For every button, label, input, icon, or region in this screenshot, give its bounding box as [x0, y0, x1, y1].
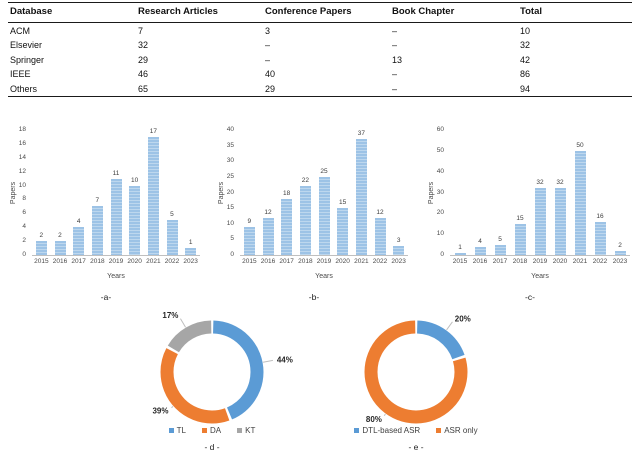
table-cell-others-3: – — [392, 83, 398, 94]
y-axis-tick-25: 25 — [226, 172, 234, 180]
y-axis-tick-30: 30 — [226, 157, 234, 165]
y-axis-tick-40: 40 — [226, 126, 234, 133]
chart-caption-b: -b- — [308, 292, 320, 302]
table-header-research-articles: Research Articles — [138, 6, 218, 17]
bar-2018 — [92, 206, 103, 255]
y-axis-tick-12: 12 — [18, 167, 26, 175]
y-axis-tick-2: 2 — [22, 237, 26, 245]
bar-2017 — [281, 199, 292, 255]
bar-chart-b — [214, 112, 414, 304]
bar-value-2016: 2 — [58, 232, 62, 240]
chart-caption-d: - d - — [204, 442, 220, 452]
y-axis-tick-0: 0 — [22, 251, 26, 258]
y-axis-tick-60: 60 — [436, 126, 444, 133]
table-cell-ieee-4: 86 — [520, 69, 531, 80]
bar-chart-a — [6, 112, 206, 304]
x-axis-title: Years — [531, 273, 549, 280]
label-leader-dtl-based-asr — [447, 322, 453, 330]
bar-value-2021: 17 — [149, 127, 157, 135]
table-cell-ieee-2: 40 — [265, 69, 276, 80]
x-axis-tick-2022: 2022 — [592, 258, 608, 265]
y-axis-tick-16: 16 — [18, 139, 26, 147]
legend-marker-tl — [169, 428, 174, 433]
bar-value-2023: 3 — [396, 236, 401, 244]
bar-2016 — [55, 241, 66, 255]
x-axis-tick-2015: 2015 — [242, 258, 257, 265]
chart-caption-a: -a- — [100, 292, 112, 302]
table-cell-elsevier-2: – — [265, 40, 271, 51]
y-axis-tick-6: 6 — [22, 209, 26, 217]
table-cell-acm-2: 3 — [265, 26, 271, 36]
x-axis-tick-2020: 2020 — [127, 258, 142, 265]
bar-value-2021: 50 — [576, 141, 584, 149]
legend-label-asr-only: ASR only — [444, 426, 478, 435]
legend-item-dtl-based-asr — [354, 426, 420, 435]
bar-2022 — [375, 218, 386, 256]
bar-value-2020: 32 — [556, 179, 564, 187]
table-cell-acm-4: 10 — [520, 26, 531, 36]
bar-2023 — [185, 248, 196, 255]
y-axis-tick-10: 10 — [226, 219, 234, 227]
legend-marker-kt — [237, 428, 242, 433]
x-axis-tick-2022: 2022 — [372, 258, 388, 265]
legend-marker-asr-only — [436, 428, 441, 433]
bar-2019 — [111, 179, 122, 255]
y-axis-tick-8: 8 — [22, 195, 26, 203]
table-cell-others-0: Others — [10, 83, 38, 94]
table-cell-elsevier-1: 32 — [138, 40, 149, 51]
y-axis-tick-20: 20 — [226, 188, 234, 196]
legend-item-kt — [237, 426, 255, 435]
bar-value-2021: 37 — [357, 130, 365, 138]
table-cell-ieee-0: IEEE — [10, 69, 31, 80]
x-axis-tick-2019: 2019 — [316, 258, 332, 265]
x-axis-line — [32, 255, 200, 256]
table-cell-elsevier-3: – — [392, 40, 398, 51]
legend-item-da — [202, 426, 221, 435]
bar-2017 — [73, 227, 84, 255]
y-axis-tick-10: 10 — [18, 181, 26, 189]
table-cell-acm-0: ACM — [10, 26, 30, 36]
x-axis-tick-2016: 2016 — [260, 258, 276, 265]
bar-2023 — [615, 251, 626, 255]
bar-value-2015: 9 — [247, 217, 252, 225]
x-axis-line — [450, 255, 630, 256]
bar-value-2016: 12 — [264, 208, 272, 216]
bar-value-2022: 5 — [170, 211, 174, 219]
bar-value-2023: 1 — [188, 239, 193, 247]
donut-legend-e — [316, 426, 516, 435]
legend-label-dtl-based-asr: DTL-based ASR — [362, 426, 421, 435]
x-axis-tick-2020: 2020 — [335, 258, 350, 265]
donut-svg-d — [112, 306, 312, 436]
table-cell-springer-1: 29 — [138, 54, 149, 65]
y-axis-tick-5: 5 — [230, 235, 234, 243]
x-axis-tick-2023: 2023 — [183, 258, 198, 265]
donut-svg-e — [316, 306, 516, 436]
y-axis-tick-4: 4 — [22, 223, 26, 231]
table-cell-acm-1: 7 — [138, 26, 144, 36]
x-axis-tick-2022: 2022 — [164, 258, 180, 265]
table-cell-others-1: 65 — [138, 83, 149, 94]
table-cell-elsevier-0: Elsevier — [10, 40, 43, 51]
donut-chart-d — [112, 306, 312, 455]
table-rule-top — [8, 2, 632, 3]
y-axis-tick-0: 0 — [230, 251, 234, 258]
bar-2017 — [495, 245, 506, 255]
x-axis-line — [240, 255, 408, 256]
table-cell-springer-2: – — [265, 54, 271, 65]
bar-value-2022: 12 — [376, 208, 384, 216]
label-leader-da — [171, 406, 173, 407]
legend-label-tl: TL — [176, 426, 186, 435]
x-axis-title: Years — [315, 273, 333, 280]
table-header-book-chapter: Book Chapter — [392, 6, 455, 17]
x-axis-tick-2023: 2023 — [612, 258, 628, 265]
bar-value-2018: 15 — [516, 214, 524, 222]
table-cell-ieee-1: 46 — [138, 69, 149, 80]
chart-caption-e: - e - — [408, 442, 424, 452]
legend-item-asr-only — [436, 426, 477, 435]
bar-2016 — [263, 218, 274, 256]
bar-value-2017: 5 — [498, 235, 502, 243]
bar-2022 — [167, 220, 178, 255]
y-axis-tick-15: 15 — [226, 204, 234, 212]
x-axis-tick-2017: 2017 — [71, 258, 86, 265]
bar-2015 — [244, 227, 255, 255]
bar-value-2020: 15 — [339, 199, 347, 207]
bar-2021 — [575, 151, 586, 255]
x-axis-tick-2023: 2023 — [391, 258, 406, 265]
bar-2018 — [300, 186, 311, 255]
donut-percent-label-dtl-based-asr: 20% — [454, 314, 471, 324]
label-leader-tl — [263, 360, 273, 362]
publications-table — [8, 2, 632, 100]
y-axis-title: Papers — [10, 181, 17, 204]
bar-2020 — [129, 186, 140, 255]
y-axis-tick-10: 10 — [436, 230, 444, 238]
x-axis-tick-2018: 2018 — [298, 258, 313, 265]
x-axis-title: Years — [107, 273, 125, 280]
table-cell-springer-4: 42 — [520, 54, 531, 65]
y-axis-tick-14: 14 — [18, 153, 26, 161]
x-axis-tick-2018: 2018 — [512, 258, 528, 265]
table-cell-acm-3: – — [392, 26, 398, 36]
label-leader-asr-only — [384, 414, 385, 416]
x-axis-tick-2019: 2019 — [532, 258, 548, 265]
bar-2021 — [148, 137, 159, 255]
bar-value-2018: 7 — [95, 197, 100, 205]
bar-value-2019: 25 — [320, 167, 328, 175]
x-axis-tick-2020: 2020 — [552, 258, 568, 265]
x-axis-tick-2021: 2021 — [572, 258, 588, 265]
y-axis-title: Papers — [218, 181, 225, 204]
x-axis-tick-2019: 2019 — [108, 258, 124, 265]
donut-percent-label-asr-only: 80% — [365, 414, 382, 424]
table-header-database: Database — [10, 6, 53, 17]
donut-percent-label-tl: 44% — [276, 355, 293, 365]
x-axis-tick-2016: 2016 — [52, 258, 68, 265]
donut-percent-label-da: 39% — [152, 406, 169, 416]
bar-value-2018: 22 — [301, 177, 309, 185]
y-axis-tick-30: 30 — [436, 188, 444, 196]
bar-value-2015: 2 — [39, 232, 44, 240]
table-rule-bottom — [8, 96, 632, 97]
table-cell-ieee-3: – — [392, 69, 398, 80]
y-axis-title: Papers — [428, 181, 435, 204]
y-axis-tick-18: 18 — [18, 126, 26, 133]
table-cell-others-4: 94 — [520, 83, 531, 94]
bar-2018 — [515, 224, 526, 255]
bar-value-2023: 2 — [618, 241, 622, 249]
x-axis-tick-2021: 2021 — [354, 258, 369, 265]
x-axis-tick-2016: 2016 — [472, 258, 488, 265]
bar-value-2022: 16 — [596, 212, 604, 220]
bar-2019 — [319, 177, 330, 255]
y-axis-tick-40: 40 — [436, 167, 444, 175]
x-axis-tick-2015: 2015 — [452, 258, 468, 265]
x-axis-tick-2015: 2015 — [34, 258, 49, 265]
x-axis-tick-2018: 2018 — [90, 258, 105, 265]
bar-2022 — [595, 222, 606, 255]
y-axis-tick-50: 50 — [436, 146, 444, 154]
bar-2016 — [475, 247, 486, 255]
bar-2019 — [535, 188, 546, 255]
table-cell-others-2: 29 — [265, 83, 276, 94]
table-header-total: Total — [520, 6, 542, 17]
x-axis-tick-2021: 2021 — [146, 258, 161, 265]
y-axis-tick-20: 20 — [436, 209, 444, 217]
bar-value-2016: 4 — [478, 237, 482, 245]
bar-2020 — [337, 208, 348, 255]
table-cell-springer-0: Springer — [10, 54, 45, 65]
label-leader-kt — [180, 319, 185, 328]
table-rule-middle — [8, 22, 632, 23]
y-axis-tick-35: 35 — [226, 141, 234, 149]
bar-value-2015: 1 — [458, 243, 462, 251]
donut-legend-d — [112, 426, 312, 435]
bar-value-2017: 18 — [283, 189, 291, 197]
table-header-conference-papers: Conference Papers — [265, 6, 352, 17]
table-cell-springer-3: 13 — [392, 54, 403, 65]
bar-value-2017: 4 — [76, 218, 81, 226]
legend-label-kt: KT — [245, 426, 256, 435]
legend-marker-dtl-based-asr — [354, 428, 359, 433]
x-axis-tick-2017: 2017 — [492, 258, 508, 265]
x-axis-tick-2017: 2017 — [279, 258, 294, 265]
legend-item-tl — [169, 426, 186, 435]
y-axis-tick-0: 0 — [440, 251, 444, 258]
bar-chart-c — [424, 112, 636, 304]
bar-value-2019: 32 — [536, 179, 544, 187]
chart-caption-c: -c- — [525, 292, 535, 302]
donut-percent-label-kt: 17% — [162, 311, 179, 321]
donut-chart-e — [316, 306, 516, 455]
bar-value-2020: 10 — [131, 176, 139, 184]
bar-value-2019: 11 — [112, 169, 120, 177]
table-cell-elsevier-4: 32 — [520, 40, 531, 51]
bar-2021 — [356, 139, 367, 255]
legend-marker-da — [202, 428, 207, 433]
legend-label-da: DA — [209, 426, 222, 435]
bar-2015 — [36, 241, 47, 255]
bar-2015 — [455, 253, 466, 255]
bar-2023 — [393, 246, 404, 255]
bar-2020 — [555, 188, 566, 255]
